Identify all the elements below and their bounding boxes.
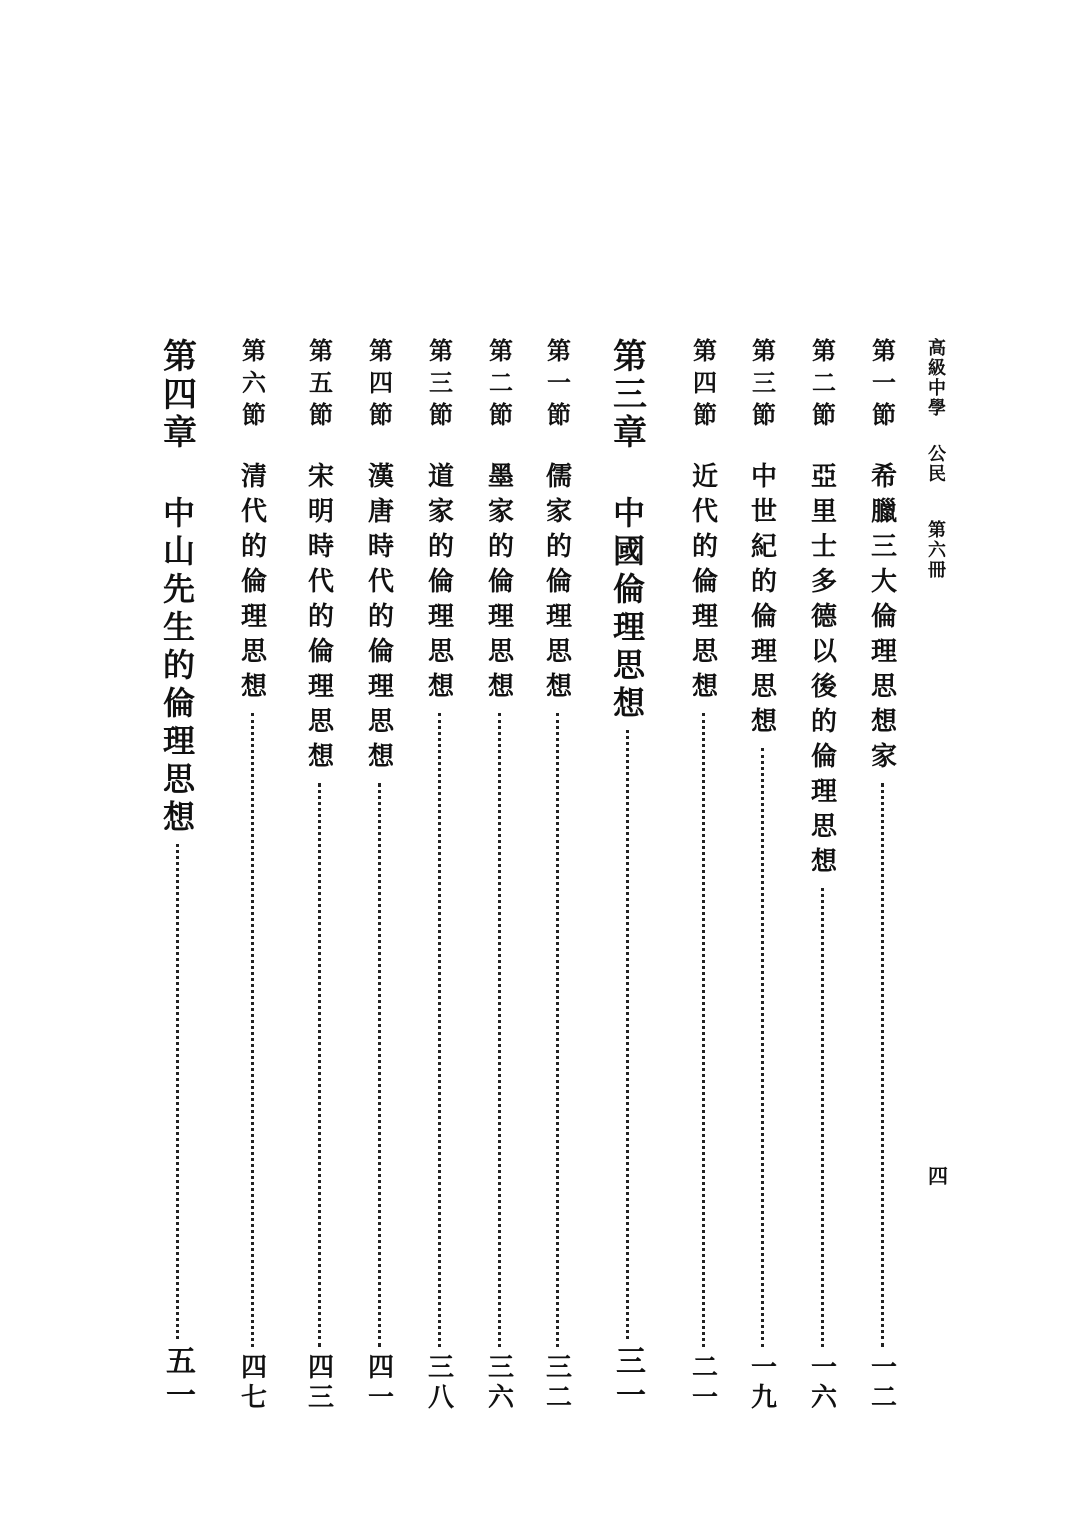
toc-entry xyxy=(602,338,652,1413)
entry-title: 近代的倫理思想 xyxy=(687,462,718,707)
toc-entry xyxy=(683,338,723,1413)
entry-title: 墨家的倫理思想 xyxy=(483,462,514,707)
running-header xyxy=(922,338,954,580)
toc-entry xyxy=(359,338,399,1413)
entry-label: 第二節 xyxy=(807,338,837,434)
entry-title: 清代的倫理思想 xyxy=(236,462,267,707)
entry-title: 希臘三大倫理思想家 xyxy=(866,462,897,777)
header-volume: 第六冊 xyxy=(925,520,946,580)
entry-title: 道家的倫理思想 xyxy=(423,462,454,707)
entry-label: 第一節 xyxy=(542,338,572,434)
page-number: 四 xyxy=(928,1164,948,1188)
entry-title: 儒家的倫理思想 xyxy=(541,462,572,707)
dot-leader xyxy=(702,713,705,1347)
entry-page: 一六 xyxy=(806,1353,837,1413)
entry-label: 第五節 xyxy=(304,338,334,434)
entry-label: 第三節 xyxy=(747,338,777,434)
entry-page: 四七 xyxy=(236,1353,267,1413)
toc-entry xyxy=(232,338,272,1413)
entry-page: 四三 xyxy=(303,1353,334,1413)
entry-label: 第三章 xyxy=(606,338,647,452)
dot-leader xyxy=(498,713,501,1347)
entry-label: 第三節 xyxy=(424,338,454,434)
dot-leader xyxy=(251,713,254,1347)
toc-entry xyxy=(537,338,577,1413)
entry-page: 三六 xyxy=(483,1353,514,1413)
entry-page: 三一 xyxy=(610,1345,645,1413)
entry-title: 中世紀的倫理思想 xyxy=(746,462,777,742)
dot-leader xyxy=(318,783,321,1347)
entry-label: 第四節 xyxy=(364,338,394,434)
entry-page: 三二 xyxy=(541,1353,572,1413)
dot-leader xyxy=(438,713,441,1347)
entry-title: 中山先生的倫理思想 xyxy=(158,496,196,838)
entry-label: 第二節 xyxy=(484,338,514,434)
dot-leader xyxy=(626,730,629,1339)
entry-title: 宋明時代的倫理思想 xyxy=(303,462,334,777)
entry-label: 第四節 xyxy=(688,338,718,434)
dot-leader xyxy=(556,713,559,1347)
entry-title: 中國倫理思想 xyxy=(608,496,646,724)
entry-label: 第一節 xyxy=(867,338,897,434)
toc-entry xyxy=(802,338,842,1413)
entry-title: 亞里士多德以後的倫理思想 xyxy=(806,462,837,882)
entry-page: 五一 xyxy=(160,1345,195,1413)
dot-leader xyxy=(761,748,764,1347)
dot-leader xyxy=(378,783,381,1347)
entry-page: 三八 xyxy=(423,1353,454,1413)
toc-entry xyxy=(742,338,782,1413)
entry-page: 四一 xyxy=(363,1353,394,1413)
toc-entry xyxy=(152,338,202,1413)
toc-entry xyxy=(479,338,519,1413)
header-series: 高級中學 xyxy=(925,338,946,418)
toc-entry xyxy=(862,338,902,1413)
entry-page: 一二 xyxy=(866,1353,897,1413)
entry-page: 一九 xyxy=(746,1353,777,1413)
entry-label: 第四章 xyxy=(156,338,197,452)
entry-page: 二一 xyxy=(687,1353,718,1413)
dot-leader xyxy=(821,888,824,1347)
toc-entry xyxy=(299,338,339,1413)
dot-leader xyxy=(881,783,884,1347)
entry-title: 漢唐時代的倫理思想 xyxy=(363,462,394,777)
toc-entry xyxy=(419,338,459,1413)
header-subject: 公民 xyxy=(925,444,946,484)
dot-leader xyxy=(176,844,179,1339)
entry-label: 第六節 xyxy=(237,338,267,434)
